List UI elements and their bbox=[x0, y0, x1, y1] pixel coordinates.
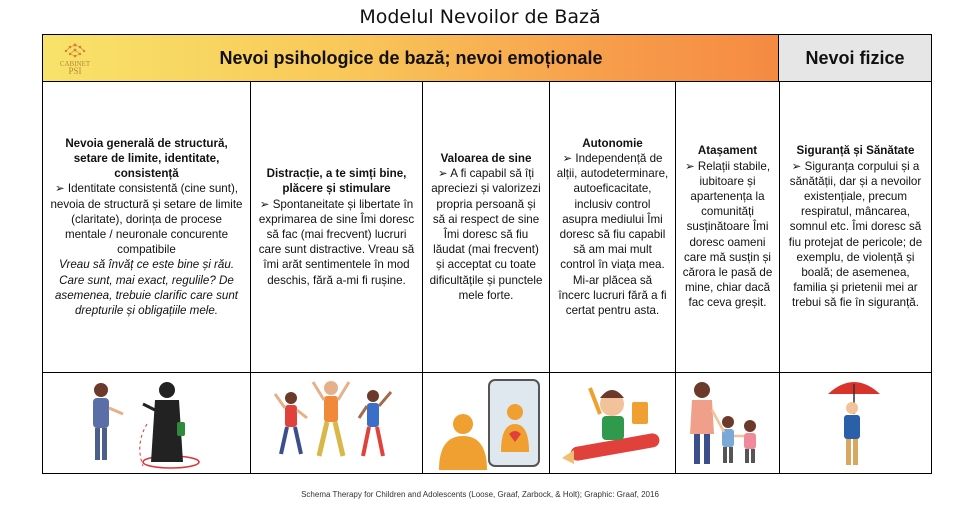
cell-body: ➢ Identitate consistentă (cine sunt), nevoia de structură și setare de limite (claritate), dorința de procese mentale / neuronale concurente compatibile bbox=[50, 182, 243, 257]
header-physical-text: Nevoi fizice bbox=[805, 48, 905, 68]
cell-title: Autonomie bbox=[582, 136, 643, 150]
cell-title: Nevoia generală de structură, setare de limite, identitate, consistență bbox=[65, 136, 228, 181]
cell-structure bbox=[43, 82, 250, 372]
source-footer: Schema Therapy for Children and Adolescents (Loose, Graaf, Zarbock, & Holt); Graphic: Graaf, 2016 bbox=[301, 490, 659, 499]
logo-text-psi: PSI bbox=[68, 66, 82, 76]
cell-attachment bbox=[676, 82, 779, 372]
header-psychological bbox=[43, 35, 779, 81]
cell-body: ➢ Independență de alții, autodeterminare, autoeficacitate, inclusiv control asupra mediului Îmi doresc să fiu capabil să am mai mult control în viața mea. Mi-ar plăcea să încerc lucruri fără a fi certat pentru asta. bbox=[556, 151, 669, 318]
illustration-dancing bbox=[251, 374, 422, 474]
header-psychological-text: Nevoi psihologice de bază; nevoi emoționale bbox=[219, 48, 603, 68]
page-title: Modelul Nevoilor de Bază bbox=[359, 6, 601, 28]
cell-body: ➢ A fi capabil să îți apreciezi și valorizezi propria persoană și să ai respect de sine Îmi doresc să fiu lăudat (mai frecvent) și acceptat cu toate dificultățile și punctele mele forte. bbox=[429, 167, 543, 302]
cell-quote: Vreau să învăț ce este bine și rău. Care sunt, mai exact, regulile? De asemenea, trebuie clarific care sunt drepturile și obligațiile mele. bbox=[54, 258, 238, 318]
needs-table bbox=[42, 34, 932, 474]
cell-title: Atașament bbox=[697, 144, 758, 158]
cell-title: Siguranță și Sănătate bbox=[796, 144, 915, 158]
illustration-mirror bbox=[423, 374, 549, 474]
illustration-family bbox=[676, 374, 779, 474]
cell-body: ➢ Relații stabile, iubitoare și apartenența la comunități susținătoare Îmi doresc oameni care mă susțin și cărora le pasă de mine, chiar dacă fac ceva greșit. bbox=[682, 159, 773, 310]
cell-title: Distracție, a te simți bine, plăcere și stimulare bbox=[266, 167, 407, 196]
illustration-umbrella bbox=[780, 374, 931, 474]
cell-body: ➢ Spontaneitate și libertate în exprimarea de sine Îmi doresc să fac (mai frecvent) lucruri care sunt distractive. Vreau să îmi arăt sentimentele în mod deschis, fără a-mi fi rușine. bbox=[258, 197, 415, 287]
header-physical bbox=[779, 35, 931, 81]
cell-title: Valoarea de sine bbox=[440, 151, 532, 165]
cell-body: ➢ Siguranța corpului și a sănătății, dar și a nevoilor existențiale, precum respiratul, mâncarea, somnul etc. Îmi doresc să fiu protejat de pericole; de exemplu, de violență și boală; de asemenea, familia și prietenii mei ar trebui să fie în siguranță. bbox=[788, 159, 923, 310]
divider bbox=[43, 372, 931, 373]
cell-autonomy bbox=[550, 82, 675, 372]
logo-text-cabinet: CABINET bbox=[59, 60, 91, 68]
illustration-boundary bbox=[43, 374, 250, 474]
cell-self-worth bbox=[423, 82, 549, 372]
cell-fun bbox=[251, 82, 422, 372]
cell-safety bbox=[780, 82, 931, 372]
illustration-child-pencil bbox=[550, 374, 675, 474]
